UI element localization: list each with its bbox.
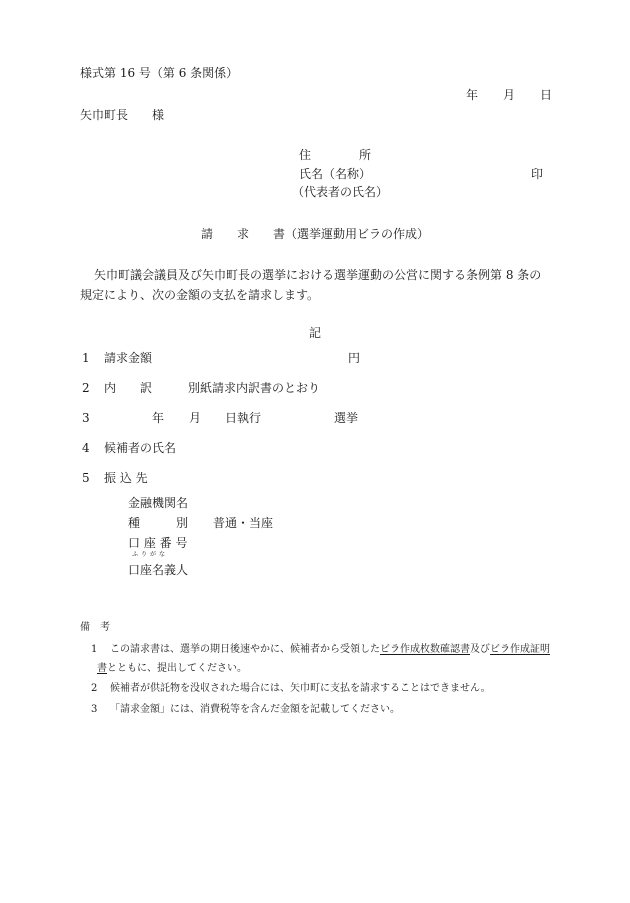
item-3-election-label: 選挙 [334, 411, 359, 425]
remark-1-text-mid: 及び [470, 644, 490, 655]
remark-1-line-2 [97, 663, 247, 675]
applicant-name-label: 氏名（名称） [299, 167, 372, 181]
item-1-number: 1 [82, 351, 90, 365]
item-3-year-label: 年 [152, 411, 165, 425]
item-5-number: 5 [82, 471, 90, 485]
item-1-label: 請求金額 [104, 351, 153, 365]
item-4-number: 4 [82, 441, 90, 455]
applicant-address-label: 住 所 [299, 148, 372, 162]
remark-1-text-pre: この請求書は、選挙の期日後速やかに、候補者から受領した [110, 644, 380, 655]
remark-1-link-confirmation: ビラ作成枚数確認書 [380, 644, 470, 655]
remark-2-text: 候補者が供託物を没収された場合には、矢巾町に支払を請求することはできません。 [110, 683, 491, 694]
form-number: 様式第 16 号（第 6 条関係） [80, 66, 239, 80]
body-line-2: 規定により、次の金額の支払を請求します。 [80, 288, 320, 302]
bank-account-holder-label: 口座名義人 [128, 563, 189, 577]
item-3-day-label: 日執行 [225, 411, 262, 425]
remark-1-link-certificate-end: 書 [97, 663, 107, 674]
remark-1-number: 1 [91, 644, 98, 655]
remark-2-number: 2 [91, 683, 98, 694]
remark-3-number: 3 [91, 704, 98, 715]
document-title: 請 求 書（選挙運動用ビラの作成） [201, 227, 430, 241]
remark-1-text-post: とともに、提出してください。 [107, 663, 247, 674]
item-2-number: 2 [82, 381, 90, 395]
item-2-value: 別紙請求内訳書のとおり [188, 381, 321, 395]
body-line-1: 矢巾町議会議員及び矢巾町長の選挙における選挙運動の公営に関する条例第 8 条の [94, 268, 542, 282]
date-year-label: 年 [466, 88, 479, 102]
date-month-label: 月 [503, 88, 516, 102]
item-2-label: 内 訳 [104, 381, 153, 395]
seal-label: 印 [531, 167, 544, 181]
ki-heading: 記 [309, 326, 322, 340]
bank-institution-label: 金融機関名 [128, 496, 189, 510]
date-day-label: 日 [540, 88, 553, 102]
remark-1-link-certificate: ビラ作成証明 [490, 644, 550, 655]
bank-account-type-label: 種 別 [128, 516, 189, 530]
bank-account-type-value: 普通・当座 [213, 516, 274, 530]
remark-3-text: 「請求金額」には、消費税等を含んだ金額を記載してください。 [110, 704, 400, 715]
item-1-value: 円 [348, 351, 361, 365]
remarks-heading: 備 考 [80, 622, 110, 633]
item-5-label: 振 込 先 [104, 471, 148, 485]
item-3-month-label: 月 [189, 411, 202, 425]
furigana-label: ふりがな [132, 551, 169, 558]
item-3-number: 3 [82, 411, 90, 425]
bank-account-number-label: 口 座 番 号 [128, 536, 188, 550]
item-4-label: 候補者の氏名 [104, 441, 177, 455]
addressee: 矢巾町長 様 [80, 108, 165, 122]
representative-label: （代表者の氏名） [292, 185, 389, 199]
remark-1-line-1 [110, 644, 550, 656]
